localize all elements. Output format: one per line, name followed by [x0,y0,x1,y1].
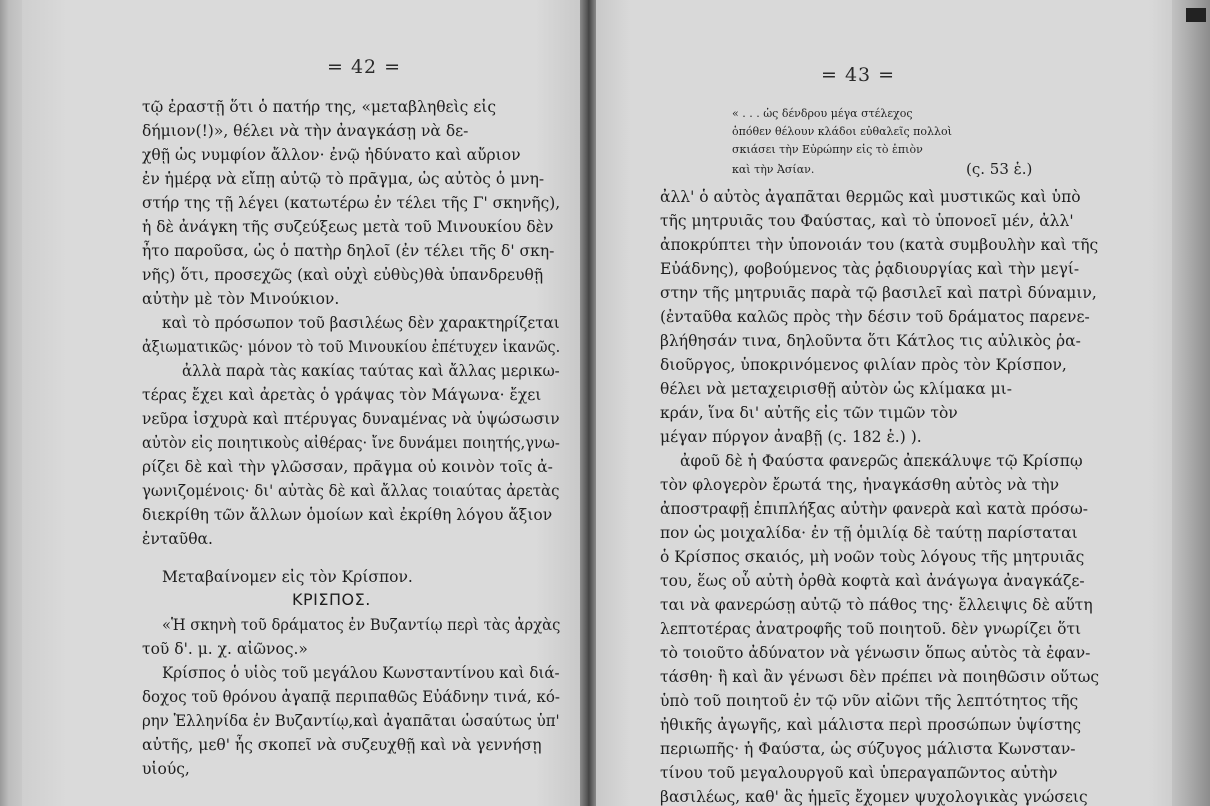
text-line: τίνου τοῦ μεγαλουργοῦ καὶ ὑπεραγαπῶντος αὐτὴν [660,764,1058,782]
text-line: στην τῆς μητρυιᾶς παρὰ τῷ βασιλεῖ καὶ πατρὶ δύναμιν, [660,284,1097,302]
transition-line: Μεταβαίνομεν εἰς τὸν Κρίσπον. [162,568,413,586]
right-page [596,0,1172,806]
text-line: ρην Ἑλληνίδα ἐν Βυζαντίῳ,καὶ ἀγαπᾶται ὡσαύτως ὑπ' [142,712,560,730]
text-line: ἀλλ' ὁ αὐτὸς ἀγαπᾶται θερμῶς καὶ μυστικῶς καὶ ὑπὸ [660,188,1081,206]
text-line: ἠθικῆς ἀγωγῆς, καὶ μάλιστα περὶ προσώπων ὑψίστης [660,716,1082,734]
text-line: νῆς) ὅτι, προσεχῶς (καὶ οὐχὶ εὐθὺς)θὰ ὑπανδρευθῇ [142,266,544,284]
text-line: τάσθη· ἢ καὶ ἂν γένωσι δὲν πρέπει νὰ ποιηθῶσιν οὕτως [660,668,1100,686]
text-line: ἐν ἡμέρᾳ νὰ εἴπῃ αὐτῷ τὸ πρᾶγμα, ὡς αὐτὸς ὁ μνη- [142,170,545,188]
text-line: (ἐνταῦθα καλῶς πρὸς τὴν δέσιν τοῦ δράματος παρενε- [660,308,1090,326]
text-line: ἀποκρύπτει τὴν ὑπονοιάν του (κατὰ συμβουλὴν καὶ τῆς [660,236,1099,254]
text-line: θέλει νὰ μεταχειρισθῇ αὐτὸν ὡς κλίμακα μι- [660,380,1012,398]
text-line: ὁ Κρίσπος σκαιός, μὴ νοῶν τοὺς λόγους τῆς μητρυιᾶς [660,548,1085,566]
quote-line: σκιάσει τὴν Εὐρώπην εἰς τὸ ἑπιὸν [732,143,923,156]
text-line: ἐνταῦθα. [142,530,213,548]
text-line: Εὐάδνης), φοβούμενος τὰς ῥᾳδιουργίας καὶ τὴν μεγί- [660,260,1080,278]
text-line: τὸ τοιοῦτο ἀδύνατον νὰ γένωσιν ὅπως αὐτὸς τὰ ἐφαν- [660,644,1091,662]
book-left-edge [0,0,22,806]
quote-line: « . . . ὡς δένδρου μέγα στέλεχος [732,107,913,120]
text-line: τὸν φλογερὸν ἔρωτά της, ἠναγκάσθη αὐτὸς νὰ τὴν [660,476,1060,494]
text-line: δήμιον(!)», θέλει νὰ τὴν ἀναγκάσῃ νὰ δε- [142,122,469,140]
text-line: ἀλλὰ παρὰ τὰς κακίας ταύτας καὶ ἄλλας μερικω- [182,362,560,380]
text-line: περιωπῆς· ἡ Φαύστα, ὡς σύζυγος μάλιστα Κωνσταν- [660,740,1076,758]
text-line: στήρ της τῇ λέγει (κατωτέρω ἐν τέλει τῆς Γ' σκηνῆς), [142,194,561,212]
text-line: ρίζει δὲ καὶ τὴν γλῶσσαν, πρᾶγμα οὐ κοινὸν τοῖς ἀ- [142,458,553,476]
book-right-edge [1172,0,1210,806]
text-line: ὑπὸ τοῦ ποιητοῦ ἐν τῷ νῦν αἰῶνι τῆς λεπτότητος τῆς [660,692,1079,710]
page-number: = 42 = [327,56,402,78]
text-line: ἀξιωματικῶς· μόνον τὸ τοῦ Μινουκίου ἐπέτυχεν ἱκανῶς. [142,338,561,356]
left-page [22,0,580,806]
text-line: δοχος τοῦ θρόνου ἀγαπᾷ περιπαθῶς Εὐάδνην τινά, κό- [142,688,560,706]
quote-line: ὁπόθεν θέλουν κλάδοι εὐθαλεῖς πολλοὶ [732,125,952,138]
text-line: ἡ δὲ ἀνάγκη τῆς συζεύξεως μετὰ τοῦ Μινουκίου δὲν [142,218,554,236]
text-line: μέγαν πύργον ἀναβῇ (ς. 182 ἑ.) ). [660,428,922,446]
text-line: νεῦρα ἰσχυρὰ καὶ πτέρυγας δυναμένας νὰ ὑψώσωσιν [142,410,560,428]
section-heading: ΚΡΙΣΠΟΣ. [292,590,371,609]
text-line: πον ὡς μοιχαλίδα· ἐν τῇ ὁμιλίᾳ δὲ ταύτῃ παρίσταται [660,524,1078,542]
text-line: κράν, ἵνα δι' αὐτῆς εἰς τῶν τιμῶν τὸν [660,404,958,422]
text-line: βασιλέως, καθ' ἃς ἡμεῖς ἔχομεν ψυχολογικὰς γνώσεις [660,788,1088,806]
text-line: ἀφοῦ δὲ ἡ Φαύστα φανερῶς ἀπεκάλυψε τῷ Κρίσπῳ [680,452,1083,470]
text-line: γωνιζομένοις· δι' αὐτὰς δὲ καὶ ἄλλας τοιαύτας ἀρετὰς [142,482,560,500]
text-line: αὐτὴν μὲ τὸν Μινούκιον. [142,290,340,308]
text-line: καὶ τὸ πρόσωπον τοῦ βασιλέως δὲν χαρακτηρίζεται [162,314,560,332]
text-line: τοῦ δ'. μ. χ. αἰῶνος.» [142,640,308,658]
bookmark-tab [1186,8,1206,22]
text-line: τῷ ἐραστῇ ὅτι ὁ πατήρ της, «μεταβληθεὶς εἰς [142,98,497,116]
text-line: του, ἕως οὗ αὐτὴ ὀρθὰ κοφτὰ καὶ ἀνάγωγα ἀναγκάζε- [660,572,1085,590]
page-number: = 43 = [821,64,896,86]
text-line: διοῦργος, ὑποκρινόμενος φιλίαν πρὸς τὸν Κρίσπον, [660,356,1067,374]
quote-reference: (ς. 53 ἑ.) [966,160,1033,178]
text-line: «Ἡ σκηνὴ τοῦ δράματος ἐν Βυζαντίῳ περὶ τὰς ἀρχὰς [162,616,561,634]
text-line: αὐτὸν εἰς ποιητικοὺς αἰθέρας· ἴνε δυνάμει ποιητής,γνω- [142,434,560,452]
text-line: Κρίσπος ὁ υἱὸς τοῦ μεγάλου Κωνσταντίνου καὶ διά- [162,664,560,682]
text-line: ἀποστραφῇ ἐπιπλήξας αὐτὴν φανερὰ καὶ κατὰ πρόσω- [660,500,1089,518]
book-gutter [580,0,596,806]
text-line: διεκρίθη τῶν ἄλλων ὁμοίων καὶ ἐκρίθη λόγου ἄξιον [142,506,553,524]
text-line: τῆς μητρυιᾶς του Φαύστας, καὶ τὸ ὑπονοεῖ μέν, ἀλλ' [660,212,1074,230]
text-line: αὐτῆς, μεθ' ἧς σκοπεῖ νὰ συζευχθῇ καὶ νὰ γεννήσῃ [142,736,542,754]
text-line: λεπτοτέρας ἀνατροφῆς τοῦ ποιητοῦ. δὲν γνωρίζει ὅτι [660,620,1082,638]
quote-line: καὶ τὴν Ἀσίαν. [732,163,815,176]
text-line: ται νὰ φανερώσῃ αὐτῷ τὸ πάθος της· ἔλλειψις δὲ αὕτη [660,596,1093,614]
text-line: τέρας ἔχει καὶ ἀρετὰς ὁ γράψας τὸν Μάγωνα· ἔχει [142,386,542,404]
text-line: χθῇ ὡς νυμφίον ἄλλον· ἐνῷ ἠδύνατο καὶ αὔριον [142,146,521,164]
text-line: βλήθησάν τινα, δηλοῦντα ὅτι Κάτλος τις αὐλικὸς ῥα- [660,332,1081,350]
text-line: ἦτο παροῦσα, ὡς ὁ πατὴρ δηλοῖ (ἐν τέλει τῆς δ' σκη- [142,242,555,260]
text-line: υἱούς, [142,760,190,778]
